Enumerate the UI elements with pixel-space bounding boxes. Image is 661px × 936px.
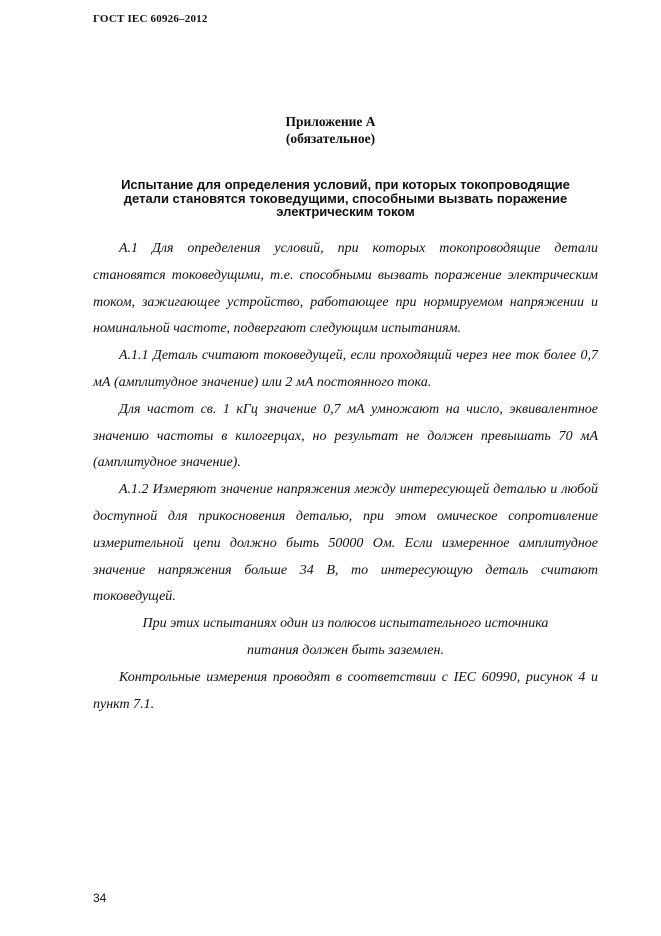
- note-line-2: питания должен быть заземлен.: [247, 642, 444, 658]
- paragraph-a1-2: А.1.2 Измеряют значение напряжения между интересующей деталью и любой доступной для прикосновения деталью, при этом омическое сопротивление измерительной цепи должно быть 50000 Ом. Если измеренное амплитудное значение напряжения больше 34 В, то интересующую деталь считают токоведущей.: [93, 482, 598, 605]
- document-header: ГОСТ IEC 60926–2012: [93, 13, 208, 25]
- paragraph-control-measurements: Контрольные измерения проводят в соответствии с IEC 60990, рисунок 4 и пункт 7.1.: [93, 669, 598, 712]
- page-number: 34: [93, 891, 107, 905]
- paragraph-frequency: Для частот св. 1 кГц значение 0,7 мА умножают на число, эквивалентное значению частоты в килогерцах, но результат не должен превышать 70 мА (амплитудное значение).: [93, 401, 598, 471]
- annex-status: (обязательное): [285, 131, 376, 146]
- paragraph-a1-1: А.1.1 Деталь считают токоведущей, если проходящий через нее ток более 0,7 мА (амплитудное значение) или 2 мА постоянного тока.: [93, 348, 598, 390]
- annex-title-line: электрическим током: [276, 204, 415, 219]
- note-line-1: При этих испытаниях один из полюсов испытательного источника: [142, 616, 549, 632]
- paragraph-a1: А.1 Для определения условий, при которых токопроводящие детали становятся токоведущими, т.е. способными вызвать поражение электрическим током, зажигающее устройство, работающее при нормируемом напряжении и номинальной частоте, подвергают следующим испытаниям.: [93, 241, 598, 337]
- annex-title-line: Испытание для определения условий, при которых токопроводящие: [121, 177, 570, 192]
- annex-title: [93, 178, 598, 219]
- annex-label: Приложение А: [285, 114, 376, 129]
- annex-heading: [0, 113, 661, 147]
- annex-title-line: детали становятся токоведущими, способными вызвать поражение: [123, 190, 568, 206]
- annex-body: [93, 236, 598, 718]
